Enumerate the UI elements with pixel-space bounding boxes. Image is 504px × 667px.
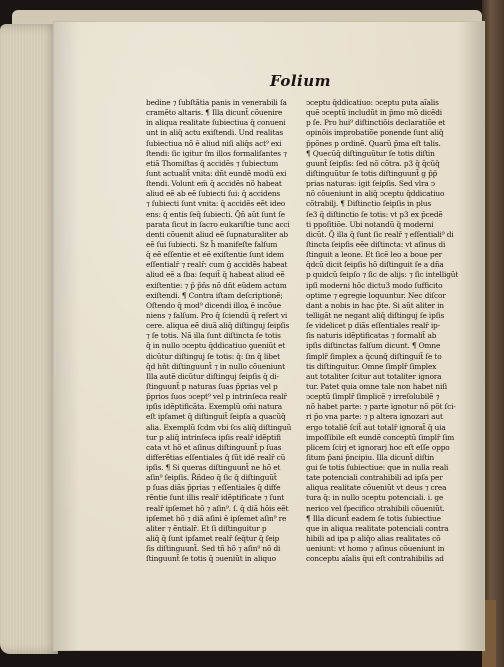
- text-line: ipſis diſtinctas falſum dicunt. ¶ Omne: [306, 341, 441, 351]
- text-line: cata vt hõ et aſinus diſtinguunt̄ p ſuas: [146, 442, 282, 452]
- text-line: ⁊ ſe totis. Nã illa ſunt diſtincta ſe totis: [146, 331, 281, 341]
- text-line: ri p̄o vna parte: ⁊ p altera ignozari aut: [306, 412, 443, 422]
- text-line: hibili ad ipa p aliq̄o alias realitates cõ: [306, 534, 441, 544]
- text-line: aliq̄ q̄ ſunt ipſamet realr̄ ſeq̄tur q̄ ſeip: [146, 534, 280, 544]
- bookmark-ribbon: [482, 600, 496, 667]
- text-line: realr̄ ipſemet hõ ⁊ aſin⁹. ſ. q̄ diã hõis eẽt: [146, 503, 289, 513]
- text-line: tur p aliq̄ intrinſeca ipſis realr̄ idẽptifi: [146, 432, 281, 442]
- text-line: ipſis. ¶ Si queras diſtinguunt̄ ne hõ et: [146, 463, 281, 473]
- text-line: ergo totaliẽ ſcit̄ aut totalr̄ ignorat̄ q̄ uia: [306, 422, 446, 432]
- text-line: tate potenciali contrahibili ad ipſa per: [306, 473, 443, 483]
- text-line: opinõis improbatiõe ponende ſunt aliq̄: [306, 128, 444, 138]
- text-line: ſtendi: ſic igitur ſm illos formaliſantes ⁊: [146, 148, 287, 158]
- text-line: conceptu aĩalis q̄ui eſt contrahibilis ad: [306, 554, 444, 564]
- text-line: cõtrabilj. ¶ Diſtinctio ſeipſis in plus: [306, 199, 432, 209]
- text-line: ſe3 q̄ diſtinctio ſe totis: vt p3 ex p̄cedẽ: [306, 209, 443, 219]
- text-line: tur. Patet quia omne tale non habet niſi: [306, 381, 448, 391]
- text-line: bedine ⁊ ſubſtãtia panis in venerabili ſa: [146, 98, 287, 107]
- text-line: differẽtias eſſentiales q̄ ſũt idẽ realr̄ cũ: [146, 452, 286, 462]
- text-line: ſis naturis idẽptificatas ⁊ formalit̄ ab: [306, 331, 437, 341]
- text-line: unt in aliq̄ actu exiſtendi. Und realitas: [146, 128, 283, 138]
- text-line: ipſemet hõ ⁊ diã aſini ē ipſemet aſin⁹ re: [146, 513, 287, 523]
- text-line: p ſuas diãs p̄prias ⁊ eſſentiales q̄ diffe: [146, 483, 281, 493]
- text-line: gui ſe totis ſubiectiue: que in nulla reali: [306, 463, 449, 473]
- folio-header: Folium: [270, 72, 332, 90]
- text-line: ueniunt: vt homo ⁊ aſinus cõueniunt in: [306, 544, 445, 554]
- text-line: Oſtendo q̄ mod⁹ dicendi illoꝝ ē incõue: [146, 300, 282, 310]
- text-line: ſe videlicet p diãs eſſentiales realr̄ ip-: [306, 321, 440, 331]
- text-line: ipſis idẽptificãta. Exemplũ om̄i natura: [146, 402, 283, 412]
- text-line: aſin⁹ ſeipſis. R̄ñdeo q̄ ſic q̄ diſtinguũt̄: [146, 473, 277, 483]
- text-line: in aliqua realitate ſubiectiua q̄ conueni: [146, 118, 286, 128]
- text-line: aut totaliter ſcitur aut totaliter ignora: [306, 371, 442, 381]
- text-line: ⁊ ſubiecti ſunt vnita: q̄ accidẽs eẽt ideo: [146, 199, 286, 209]
- text-line: ↄceptũ ſimplr̄ ſimplicẽ ⁊ irreſolubilẽ ⁊: [306, 392, 440, 402]
- text-line: denti cõuenit aliud eẽ ſupnaturaliter ab: [146, 229, 288, 239]
- book-binding: [482, 0, 504, 667]
- text-line: q̄dcũ dicit ſeipſis hõ diſtinguit ſe a dña: [306, 260, 444, 270]
- text-line: plicem ſcirj et ignorarj hoc eſt eſſe oppo: [306, 442, 450, 452]
- text-line: nerico vel ſpecifico ↄtrahibili cõueniũt.: [306, 503, 445, 513]
- text-line: tura q̄: in nullo ↄceptu potenciali. i. ge: [306, 493, 444, 503]
- text-line: ipſi moderni hõc dictu3 modo ſufficito: [306, 280, 443, 290]
- text-line: telligãt ne negant aliq̄ diſtinguj ſe ipſis: [306, 310, 445, 320]
- text-line: impoſſibile eſt eundẽ conceptũ ſimplr̄ ſim: [306, 432, 455, 442]
- text-line: eſt ipſamet q̄ diſtinguit̄ ſeipſa a quacũq̄: [146, 412, 286, 422]
- text-line: guunt̄ ſeipſis: ſed nõ cõtra. p3 q̄ q̄cũq̄: [306, 158, 440, 168]
- text-line: dicũt. Q̄ illa q̄ ſunt ſic realr̄ ⁊ eſſentiali⁹ di: [306, 229, 454, 239]
- text-line: cramẽto altaris. ¶ Illa dicunt̄ cõuenire: [146, 108, 283, 118]
- text-line: p quidcũ ſeipſo ⁊ ſic de alijs: ⁊ ſic intelligũt: [306, 270, 458, 280]
- text-line: ſis diſtinguunt̄. Sed tñ hõ ⁊ aſin⁹ nõ di: [146, 544, 281, 554]
- text-line: dant a nobis in hac p̄te. Si aũt aliter in: [306, 300, 444, 310]
- text-line: prias naturas: igit ſeipſis. Sed vlra ↄ: [306, 179, 435, 189]
- text-line: ti ppoſitiõe. Ubi notandũ q̄ moderni: [306, 219, 434, 229]
- text-line: aliud eẽ a ſba: ſequit̄ q̄ habeat aliud eẽ: [146, 270, 285, 280]
- text-line: p̄põnes p ordinẽ. Quarũ p̄ma eſt talis.: [306, 138, 441, 148]
- text-line: dicũtur diſtinguj ſe totis: q̄: ſm q̄ libet: [146, 351, 280, 361]
- text-line: etiã Thomiſtas q̄ accidẽs ⁊ ſubiectum: [146, 158, 279, 168]
- text-line: ¶ Quecũq̄ diſtinguũtur ſe totis diſtin: [306, 148, 435, 158]
- text-line: aliqua realitate cõueniũt vt deus ⁊ crea: [306, 483, 447, 493]
- text-line: ſubiectiua nõ ē aliud niſi aliq̄s act⁹ exi: [146, 138, 282, 148]
- text-line: ¶ Illa dicunt̄ eadem ſe totis ſubiectiue: [306, 513, 441, 523]
- text-line: aliud eẽ ab eẽ ſubiecti ſui: q̄ accidens: [146, 189, 281, 199]
- text-line: q̄d hñt diſtinguunt̄ ⁊ in nullo cõueniunt: [146, 361, 285, 371]
- text-line: exiſtendi. ¶ Contra iſtam deſcriptionẽ;: [146, 290, 283, 300]
- page-fore-edge: [0, 24, 58, 654]
- text-line: ſunt actualit̄ vnita: dñt eundẽ modū exi: [146, 168, 287, 178]
- text-line: ſtincta ſeipſis eẽe diſtincta: vt aſinus di: [306, 239, 446, 249]
- text-line: quẽ ↄceptũ includũt in p̄mo mõ dicẽdi: [306, 108, 442, 118]
- text-line: eẽ ſui ſubiecti. Sz h̄ manifeſte falſum: [146, 239, 278, 249]
- text-line: nõ habet parte: ⁊ parte ignotur nõ põt ſci-: [306, 402, 456, 412]
- text-line: ens: q̄ entis ſeq̄ ſubiecti. Q̄ñ aũt ſunt ſe: [146, 209, 285, 219]
- text-line: optime ⁊ egregie loquuntur. Nec diſcor: [306, 290, 446, 300]
- text-line: ſtinguunt̄ p naturas ſuas p̄prias vel p: [146, 381, 278, 391]
- text-line: eſſentialr̄ ⁊ realr̄: cum ḡ accidẽs habeat: [146, 260, 288, 270]
- text-line: ſimplr̄ ſimplex a q̄cunq̄ diſtinguit̄ ſe to: [306, 351, 442, 361]
- text-line: p̄prios ſuos ↄcept⁹ vel p intrinſeca realr̄: [146, 392, 287, 402]
- text-line: ſtinguunt̄ ſe totis q̄ ↄueniũt in aliquo: [146, 554, 276, 564]
- text-line: exiſtentie: ⁊ p̄ p̄ñs nõ dñt eũdem actum: [146, 280, 287, 290]
- text-column-left: [146, 98, 298, 564]
- text-line: ſitum p̄ani p̄ncipiu. Illa dicunt̄ diſtin: [306, 452, 435, 462]
- text-line: ↄceptu q̄ddicatiuo: ↄceptu puta aĩalis: [306, 98, 439, 107]
- text-line: cere. aliqua eẽ diuã aliq̄ diſtinguj ſeipſis: [146, 321, 290, 331]
- text-line: niens ⁊ falſum. Pro q̄ ſciendũ q̄ refert vi: [146, 310, 288, 320]
- text-line: alia. Exemplũ ſcdm vbi ſcs aliq̄ diſtinguũ: [146, 422, 292, 432]
- text-line: Illa autẽ dicũtur diſtinguj ſeipſis q̄ di-: [146, 371, 279, 381]
- text-line: ſtinguit a leone. Et ſicẽ leo a boue per: [306, 250, 443, 260]
- text-line: que in aliqua realitate potenciali contra: [306, 523, 449, 533]
- text-column-right: [306, 98, 458, 564]
- text-line: diſtinguũtur ſe totis diſtinguunt̄ g p̄p̄: [306, 168, 438, 178]
- text-line: p ſe. Pro hui⁹ diſtinctiõis declaratiõe et: [306, 118, 446, 128]
- text-line: q̄ in nullo ↄceptu q̄ddicatiuo ꝯueniũt et: [146, 341, 286, 351]
- text-line: nõ cõueniunt in aliq̄ ↄceptu q̄ddicatiuo: [306, 189, 445, 199]
- text-line: rẽntie ſunt illis realr̄ idẽptificate ⁊ ſunt: [146, 493, 285, 503]
- text-line: aliter ⁊ ẽntialr̄. Et ſi diſtinguitur p: [146, 523, 267, 533]
- text-line: q̄ eẽ eſſentie et eẽ exiſtentie ſunt idem: [146, 250, 284, 260]
- text-line: tis diſtinguitur. Omne ſimplr̄ ſimplex: [306, 361, 437, 371]
- text-line: parata ſicut in ſacro eukariſtie tunc acci: [146, 219, 290, 229]
- text-line: ſtendi. Volunt em̄ q̄ accidẽs nõ habeat: [146, 179, 282, 189]
